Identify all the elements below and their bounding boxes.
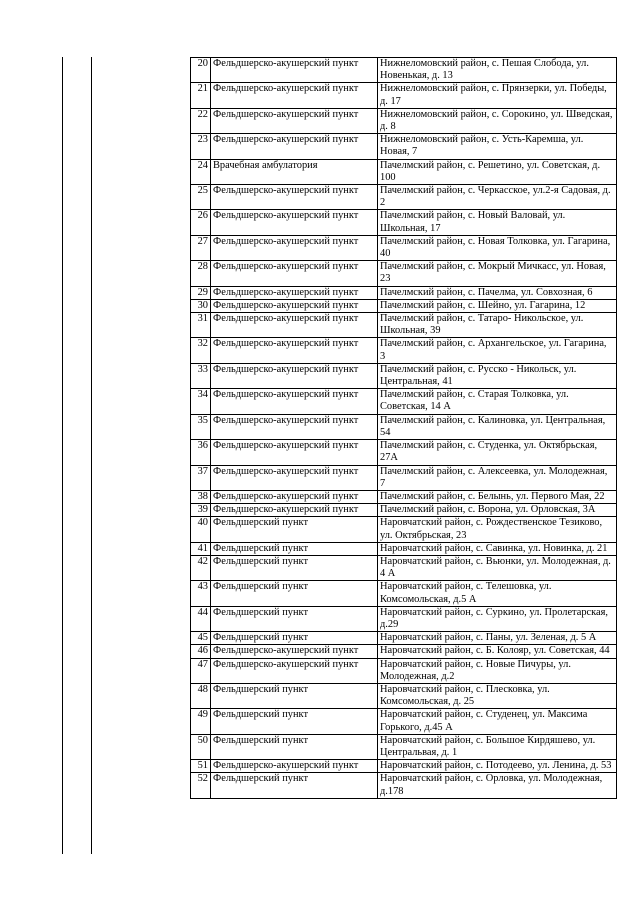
table-row (191, 581, 617, 606)
table-row (191, 363, 617, 388)
facility-address: Нижнеломовский район, с. Сорокино, ул. Шведская, д. 8 (378, 108, 617, 133)
facility-type: Фельдшерский пункт (211, 632, 378, 645)
facility-type: Фельдшерский пункт (211, 773, 378, 798)
table-row (191, 490, 617, 503)
facility-address: Наровчатский район, с. Потодеево, ул. Ленина, д. 53 (378, 760, 617, 773)
facility-type: Врачебная амбулатория (211, 159, 378, 184)
row-number: 20 (191, 58, 211, 83)
facility-address: Пачелмский район, с. Студенка, ул. Октябрьская, 27А (378, 440, 617, 465)
row-number: 45 (191, 632, 211, 645)
row-number: 21 (191, 83, 211, 108)
row-number: 42 (191, 555, 211, 580)
facility-address: Пачелмский район, с. Русско - Никольск, ул. Центральная, 41 (378, 363, 617, 388)
table-row (191, 760, 617, 773)
facility-type: Фельдшерско-акушерский пункт (211, 389, 378, 414)
facility-address: Наровчатский район, с. Орловка, ул. Молодежная, д.178 (378, 773, 617, 798)
facility-address: Пачелмский район, с. Пачелма, ул. Совхозная, 6 (378, 286, 617, 299)
table-row (191, 555, 617, 580)
facility-address: Пачелмский район, с. Шейно, ул. Гагарина, 12 (378, 299, 617, 312)
row-number: 38 (191, 490, 211, 503)
facility-type: Фельдшерско-акушерский пункт (211, 83, 378, 108)
facility-address: Наровчатский район, с. Суркино, ул. Пролетарская, д.29 (378, 606, 617, 631)
table-row (191, 299, 617, 312)
row-number: 44 (191, 606, 211, 631)
table-row (191, 517, 617, 542)
facility-type: Фельдшерский пункт (211, 581, 378, 606)
facility-address: Пачелмский район, с. Старая Толковка, ул. Советская, 14 А (378, 389, 617, 414)
facility-address: Пачелмский район, с. Татаро- Никольское, ул. Школьная, 39 (378, 313, 617, 338)
row-number: 28 (191, 261, 211, 286)
table-row (191, 683, 617, 708)
facility-type: Фельдшерско-акушерский пункт (211, 286, 378, 299)
table-row (191, 542, 617, 555)
row-number: 50 (191, 734, 211, 759)
facility-type: Фельдшерский пункт (211, 709, 378, 734)
row-number: 52 (191, 773, 211, 798)
facility-address: Пачелмский район, с. Новая Толковка, ул. Гагарина, 40 (378, 235, 617, 260)
table-row (191, 734, 617, 759)
row-number: 48 (191, 683, 211, 708)
facility-address: Пачелмский район, с. Ворона, ул. Орловская, 3А (378, 504, 617, 517)
row-number: 32 (191, 338, 211, 363)
facility-type: Фельдшерско-акушерский пункт (211, 465, 378, 490)
table-row (191, 645, 617, 658)
row-number: 49 (191, 709, 211, 734)
facility-address: Наровчатский район, с. Телешовка, ул. Комсомольская, д.5 А (378, 581, 617, 606)
table-row (191, 210, 617, 235)
facility-address: Наровчатский район, с. Б. Колояр, ул. Советская, 44 (378, 645, 617, 658)
facility-type: Фельдшерско-акушерский пункт (211, 645, 378, 658)
table-row (191, 658, 617, 683)
facility-type: Фельдшерско-акушерский пункт (211, 414, 378, 439)
row-number: 51 (191, 760, 211, 773)
table-row (191, 773, 617, 798)
facility-type: Фельдшерско-акушерский пункт (211, 261, 378, 286)
row-number: 24 (191, 159, 211, 184)
facility-type: Фельдшерско-акушерский пункт (211, 313, 378, 338)
facility-type: Фельдшерско-акушерский пункт (211, 235, 378, 260)
table-row (191, 58, 617, 83)
table-row (191, 632, 617, 645)
facility-address: Наровчатский район, с. Вьюнки, ул. Молодежная, д. 4 А (378, 555, 617, 580)
row-number: 26 (191, 210, 211, 235)
row-number: 34 (191, 389, 211, 414)
table-row (191, 286, 617, 299)
facility-address: Пачелмский район, с. Мокрый Мичкасс, ул. Новая, 23 (378, 261, 617, 286)
row-number: 27 (191, 235, 211, 260)
row-number: 22 (191, 108, 211, 133)
facility-type: Фельдшерский пункт (211, 683, 378, 708)
table-row (191, 108, 617, 133)
facility-address: Наровчатский район, с. Паны, ул. Зеленая, д. 5 А (378, 632, 617, 645)
facility-type: Фельдшерско-акушерский пункт (211, 108, 378, 133)
facility-type: Фельдшерско-акушерский пункт (211, 210, 378, 235)
facility-type: Фельдшерский пункт (211, 734, 378, 759)
facility-type: Фельдшерский пункт (211, 606, 378, 631)
table-row (191, 134, 617, 159)
table-row (191, 440, 617, 465)
facility-type: Фельдшерско-акушерский пункт (211, 299, 378, 312)
row-number: 29 (191, 286, 211, 299)
table-row (191, 606, 617, 631)
row-number: 46 (191, 645, 211, 658)
row-number: 35 (191, 414, 211, 439)
facility-address: Пачелмский район, с. Решетино, ул. Советская, д. 100 (378, 159, 617, 184)
row-number: 40 (191, 517, 211, 542)
table-row (191, 709, 617, 734)
facility-type: Фельдшерско-акушерский пункт (211, 440, 378, 465)
facility-address: Пачелмский район, с. Новый Валовай, ул. Школьная, 17 (378, 210, 617, 235)
facility-type: Фельдшерский пункт (211, 517, 378, 542)
table-row (191, 504, 617, 517)
row-number: 41 (191, 542, 211, 555)
facility-address: Наровчатский район, с. Студенец, ул. Максима Горького, д.45 А (378, 709, 617, 734)
facility-address: Пачелмский район, с. Калиновка, ул. Центральная, 54 (378, 414, 617, 439)
facility-address: Наровчатский район, с. Плесковка, ул. Комсомольская, д. 25 (378, 683, 617, 708)
table-row (191, 235, 617, 260)
table-row (191, 83, 617, 108)
row-number: 33 (191, 363, 211, 388)
row-number: 30 (191, 299, 211, 312)
facility-type: Фельдшерско-акушерский пункт (211, 363, 378, 388)
row-number: 36 (191, 440, 211, 465)
table-row (191, 338, 617, 363)
facility-type: Фельдшерский пункт (211, 542, 378, 555)
facility-address: Пачелмский район, с. Черкасское, ул.2-я Садовая, д. 2 (378, 185, 617, 210)
table-row (191, 185, 617, 210)
table-row (191, 389, 617, 414)
facility-type: Фельдшерско-акушерский пункт (211, 338, 378, 363)
row-number: 23 (191, 134, 211, 159)
facility-address: Пачелмский район, с. Алексеевка, ул. Молодежная, 7 (378, 465, 617, 490)
facilities-table (190, 57, 617, 799)
table-row (191, 414, 617, 439)
facility-address: Наровчатский район, с. Большое Кирдяшево, ул. Центральвая, д. 1 (378, 734, 617, 759)
row-number: 37 (191, 465, 211, 490)
table-row (191, 313, 617, 338)
row-number: 39 (191, 504, 211, 517)
facility-address: Пачелмский район, с. Белынь, ул. Первого Мая, 22 (378, 490, 617, 503)
table-row (191, 261, 617, 286)
facility-address: Наровчатский район, с. Рождественское Тезиково, ул. Октябрьская, 23 (378, 517, 617, 542)
facility-type: Фельдшерский пункт (211, 555, 378, 580)
facility-type: Фельдшерско-акушерский пункт (211, 760, 378, 773)
outer-table-column-divider (91, 57, 92, 854)
row-number: 47 (191, 658, 211, 683)
facility-type: Фельдшерско-акушерский пункт (211, 490, 378, 503)
facility-address: Наровчатский район, с. Савинка, ул. Новинка, д. 21 (378, 542, 617, 555)
facility-address: Наровчатский район, с. Новые Пичуры, ул. Молодежная, д.2 (378, 658, 617, 683)
facility-address: Пачелмский район, с. Архангельское, ул. Гагарина, 3 (378, 338, 617, 363)
row-number: 43 (191, 581, 211, 606)
facility-type: Фельдшерско-акушерский пункт (211, 185, 378, 210)
facility-address: Нижнеломовский район, с. Прянзерки, ул. Победы, д. 17 (378, 83, 617, 108)
facility-address: Нижнеломовский район, с. Пешая Слобода, ул. Новенькая, д. 13 (378, 58, 617, 83)
facility-type: Фельдшерско-акушерский пункт (211, 504, 378, 517)
facility-type: Фельдшерско-акушерский пункт (211, 134, 378, 159)
facility-type: Фельдшерско-акушерский пункт (211, 658, 378, 683)
row-number: 25 (191, 185, 211, 210)
outer-table-left-border (62, 57, 63, 854)
table-row (191, 465, 617, 490)
facility-address: Нижнеломовский район, с. Усть-Каремша, ул. Новая, 7 (378, 134, 617, 159)
row-number: 31 (191, 313, 211, 338)
table-row (191, 159, 617, 184)
facility-type: Фельдшерско-акушерский пункт (211, 58, 378, 83)
facilities-table-body (191, 58, 617, 799)
